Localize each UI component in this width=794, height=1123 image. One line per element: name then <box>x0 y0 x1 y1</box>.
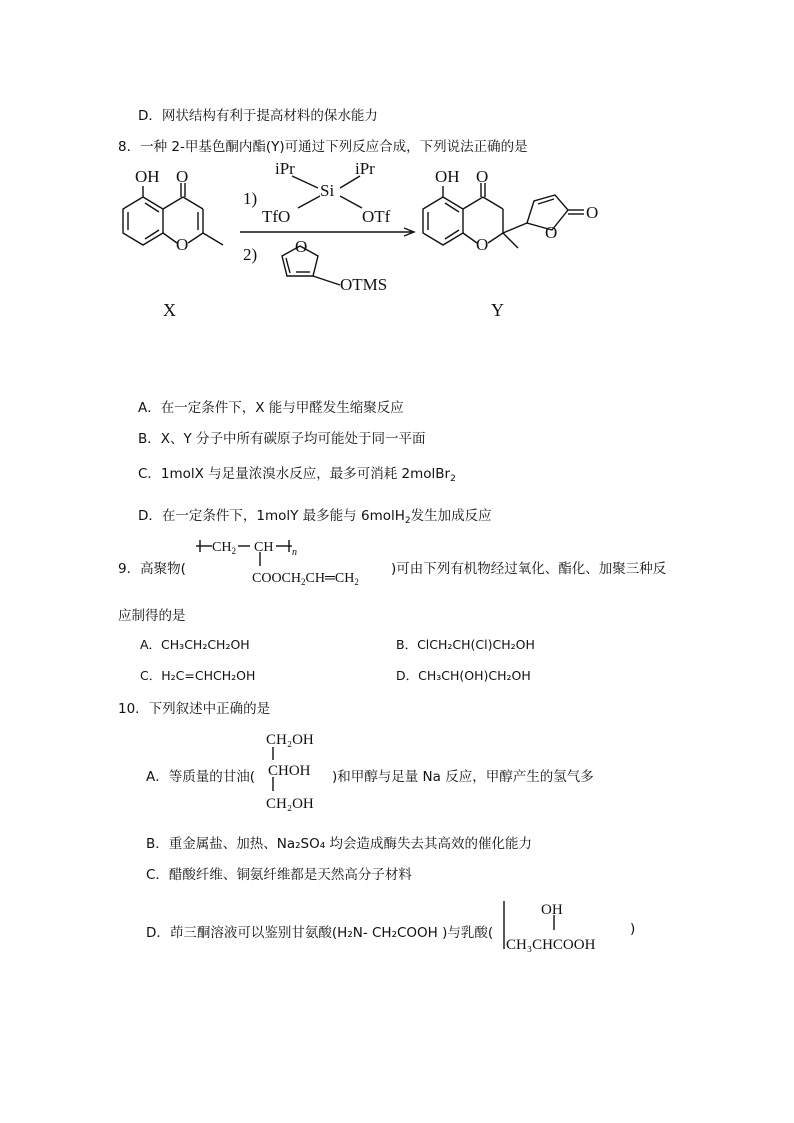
glycerol-mid: CHOH <box>268 763 311 779</box>
q10-option-c: C．醋酸纤维、铜氨纤维都是天然高分子材料 <box>146 867 412 883</box>
q8-option-a: A．在一定条件下，X 能与甲醛发生缩聚反应 <box>138 400 404 416</box>
lactic-oh: OH <box>541 902 563 918</box>
q8-option-d-tail: 发生加成反应 <box>410 508 492 524</box>
q8-reaction-scheme <box>0 160 794 370</box>
q9-ch2: $CH_2$ <box>212 540 236 556</box>
y-oh-label: OH <box>435 167 460 186</box>
reagent1-si: Si <box>320 181 335 200</box>
q10-option-b: B．重金属盐、加热、Na₂SO₄ 均会造成酶失去其高效的催化能力 <box>146 836 532 852</box>
x-ring-o-label: O <box>176 235 189 254</box>
x-ketone-o-label: O <box>176 167 189 186</box>
reagent1-ipr-left: iPr <box>275 160 295 178</box>
y-carbonyl-o-label: O <box>586 203 599 222</box>
q10-option-d-lead: D．茚三酮溶液可以鉴别甘氨酸(H₂N- CH₂COOH )与乳酸( <box>146 925 494 941</box>
q8-option-c-text: C．1molX 与足量浓溴水反应，最多可消耗 2molBr <box>138 466 451 482</box>
lactic-main: CH₃CHCOOH <box>506 937 596 953</box>
q10-stem: 10．下列叙述中正确的是 <box>118 701 271 717</box>
q9-ch: CH <box>254 540 274 555</box>
q8-stem: 8．一种 2-甲基色酮内酯(Y)可通过下列反应合成，下列说法正确的是 <box>118 139 528 155</box>
q8-option-d-sub: 2 <box>404 516 411 526</box>
q9-option-d: D．CH₃CH(OH)CH₂OH <box>396 668 531 683</box>
q8-option-d-text: D．在一定条件下，1molY 最多能与 6molH <box>138 508 405 524</box>
q8-option-c-sub: 2 <box>450 474 456 484</box>
q10-option-d-tail: ) <box>630 921 636 937</box>
q9-option-b: B．ClCH₂CH(Cl)CH₂OH <box>396 637 535 652</box>
lactic-acid-structure <box>500 897 640 955</box>
x-benzene-ring <box>123 197 163 245</box>
q8-option-c <box>138 462 456 482</box>
q9-stem-tail: )可由下列有机物经过氧化、酯化、加聚三种反 <box>391 561 667 577</box>
glycerol-top: CH₂OH <box>266 732 314 748</box>
q9-stem-tail2: 应制得的是 <box>118 608 186 624</box>
x-compound-label: X <box>163 300 176 320</box>
q10-option-a-lead: A．等质量的甘油( <box>146 769 256 785</box>
glycerol-bot: CH₂OH <box>266 796 314 812</box>
y-ketone-o-label: O <box>476 167 489 186</box>
glycerol-structure <box>260 730 330 814</box>
furan-o-label: O <box>295 237 308 256</box>
q8-option-b: B．X、Y 分子中所有碳原子均可能处于同一平面 <box>138 431 426 447</box>
q8-option-d <box>138 504 492 524</box>
reagent1-otf: OTf <box>362 207 391 226</box>
reagent2-otms: OTMS <box>340 275 388 294</box>
reagent2-step: 2) <box>243 245 258 264</box>
reagent1-step: 1) <box>243 189 258 208</box>
y-ring-o-label: O <box>476 235 489 254</box>
q7-option-d: D．网状结构有利于提高材料的保水能力 <box>138 108 378 124</box>
y-benzene-ring <box>423 197 463 245</box>
reagent1-ipr-right: iPr <box>355 160 375 178</box>
q9-n: n <box>292 547 297 558</box>
q9-side-chain: $COOCH_2CH═CH_2$ <box>252 571 359 587</box>
reagent1-tfo: TfO <box>262 207 291 226</box>
q10-option-a-tail: )和甲醇与足量 Na 反应，甲醇产生的氢气多 <box>332 769 594 785</box>
q9-lead: 9．高聚物( <box>118 561 186 577</box>
q9-option-a: A．CH₃CH₂CH₂OH <box>140 637 250 652</box>
q9-option-c: C．H₂C=CHCH₂OH <box>140 668 256 683</box>
q9-polymer-structure <box>186 533 386 591</box>
y-compound-label: Y <box>491 300 504 320</box>
x-oh-label: OH <box>135 167 160 186</box>
y-lactone-o-label: O <box>545 223 558 242</box>
